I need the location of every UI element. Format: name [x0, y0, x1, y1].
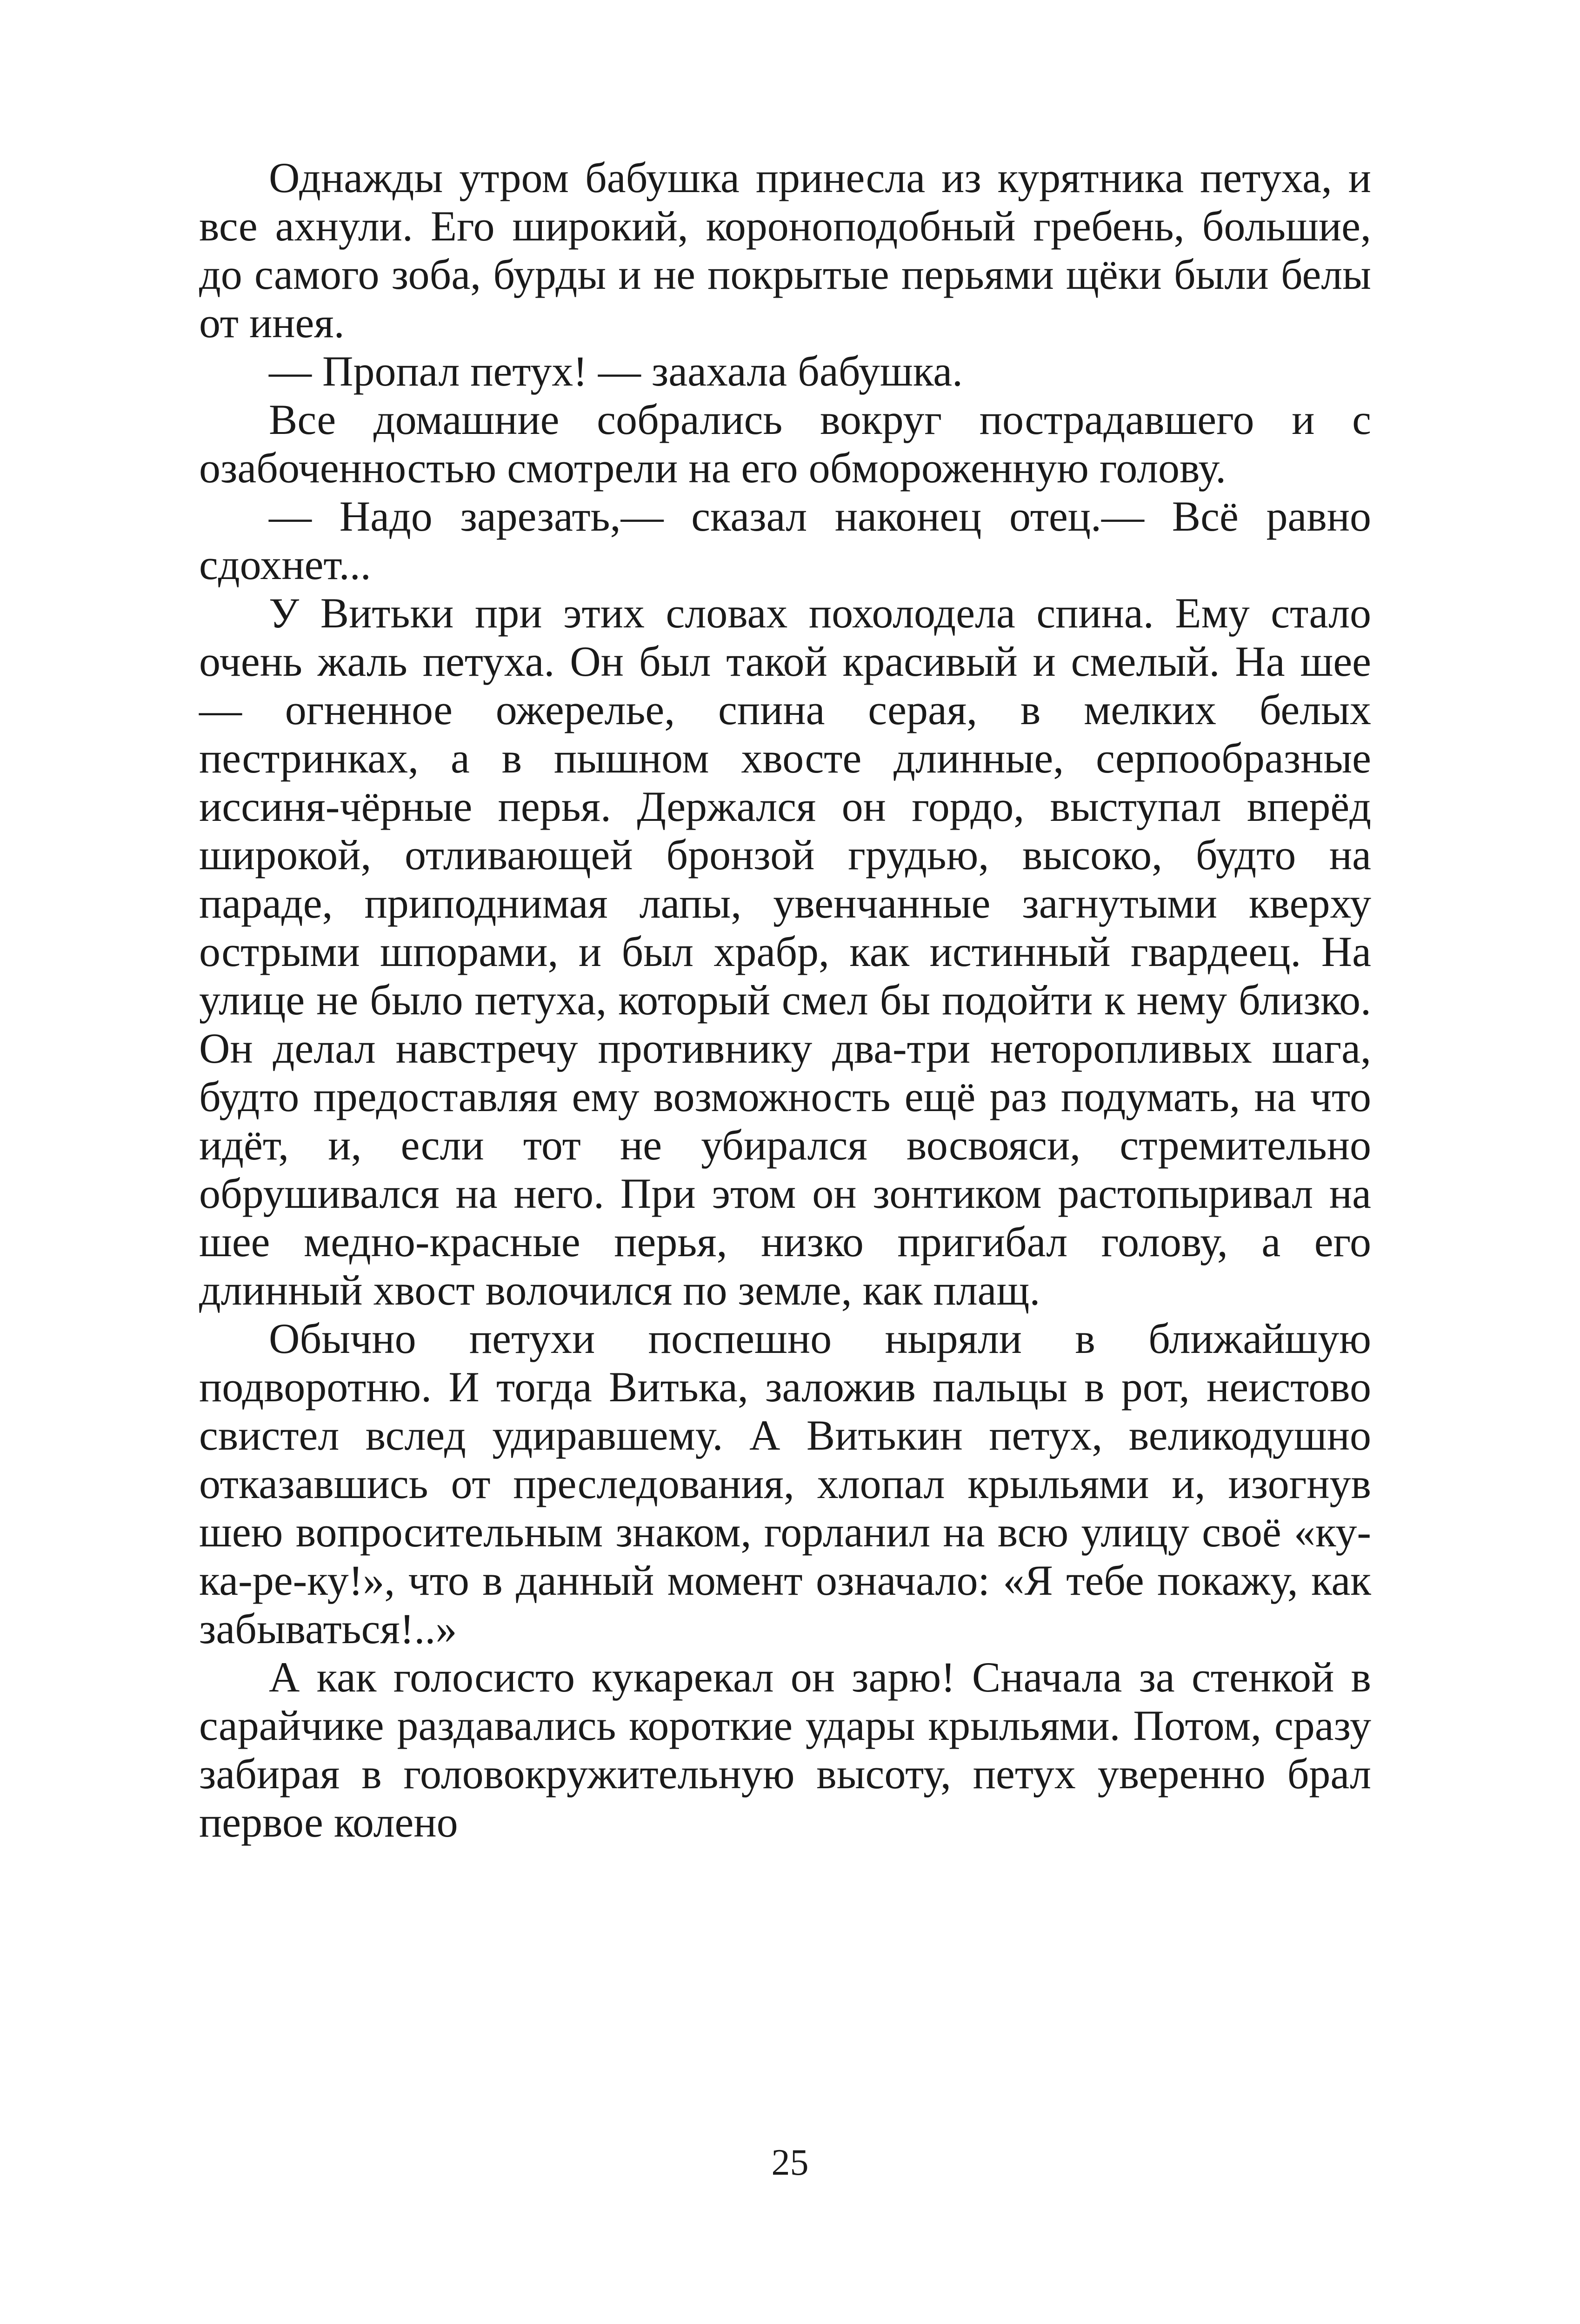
page-number: 25 — [771, 2142, 809, 2183]
paragraph-2: — Пропал петух! — заахала бабушка. — [269, 347, 963, 395]
paragraph-3: Все домашние собрались вокруг пострадавшего и с озабоченностью смотрели на его обмороженную голову. — [199, 396, 1371, 492]
paragraph-7: А как голосисто кукарекал он зарю! Сначала за стенкой в сарайчике раздавались короткие удары крыльями. Потом, сразу забирая в головокружительную высоту, петух уверенно брал первое колено — [199, 1653, 1371, 1846]
paragraph-6: Обычно петухи поспешно ныряли в ближайшую подворотню. И тогда Витька, заложив пальцы в рот, неистово свистел вслед удиравшему. А Витькин петух, великодушно отказавшись от преследования, хлопал крыльями и, изогнув шею вопросительным знаком, горланил на всю улицу своё «ку-ка-ре-ку!», что в данный момент означало: «Я тебе покажу, как забываться!..» — [199, 1315, 1371, 1652]
paragraph-4: — Надо зарезать,— сказал наконец отец.— Всё равно сдохнет... — [199, 493, 1371, 588]
paragraph-5: У Витьки при этих словах похолодела спина. Ему стало очень жаль петуха. Он был такой красивый и смелый. На шее — огненное ожерелье, спина серая, в мелких белых пестринках, а в пышном хвосте длинные, серпообразные иссиня-чёрные перья. Держался он гордо, выступал вперёд широкой, отливающей бронзой грудью, высоко, будто на параде, приподнимая лапы, увенчанные загнутыми кверху острыми шпорами, и был храбр, как истинный гвардеец. На улице не было петуха, который смел бы подойти к нему близко. Он делал навстречу противнику два-три неторопливых шага, будто предоставляя ему возможность ещё раз подумать, на что идёт, и, если тот не убирался восвояси, стремительно обрушивался на него. При этом он зонтиком растопыривал на шее медно-красные перья, низко пригибал голову, а его длинный хвост волочился по земле, как плащ. — [199, 589, 1371, 1314]
body-text — [199, 153, 1371, 1846]
paragraph-1: Однажды утром бабушка принесла из курятника петуха, и все ахнули. Его широкий, короноподобный гребень, большие, до самого зоба, бурды и не покрытые перьями щёки были белы от инея. — [199, 154, 1371, 346]
